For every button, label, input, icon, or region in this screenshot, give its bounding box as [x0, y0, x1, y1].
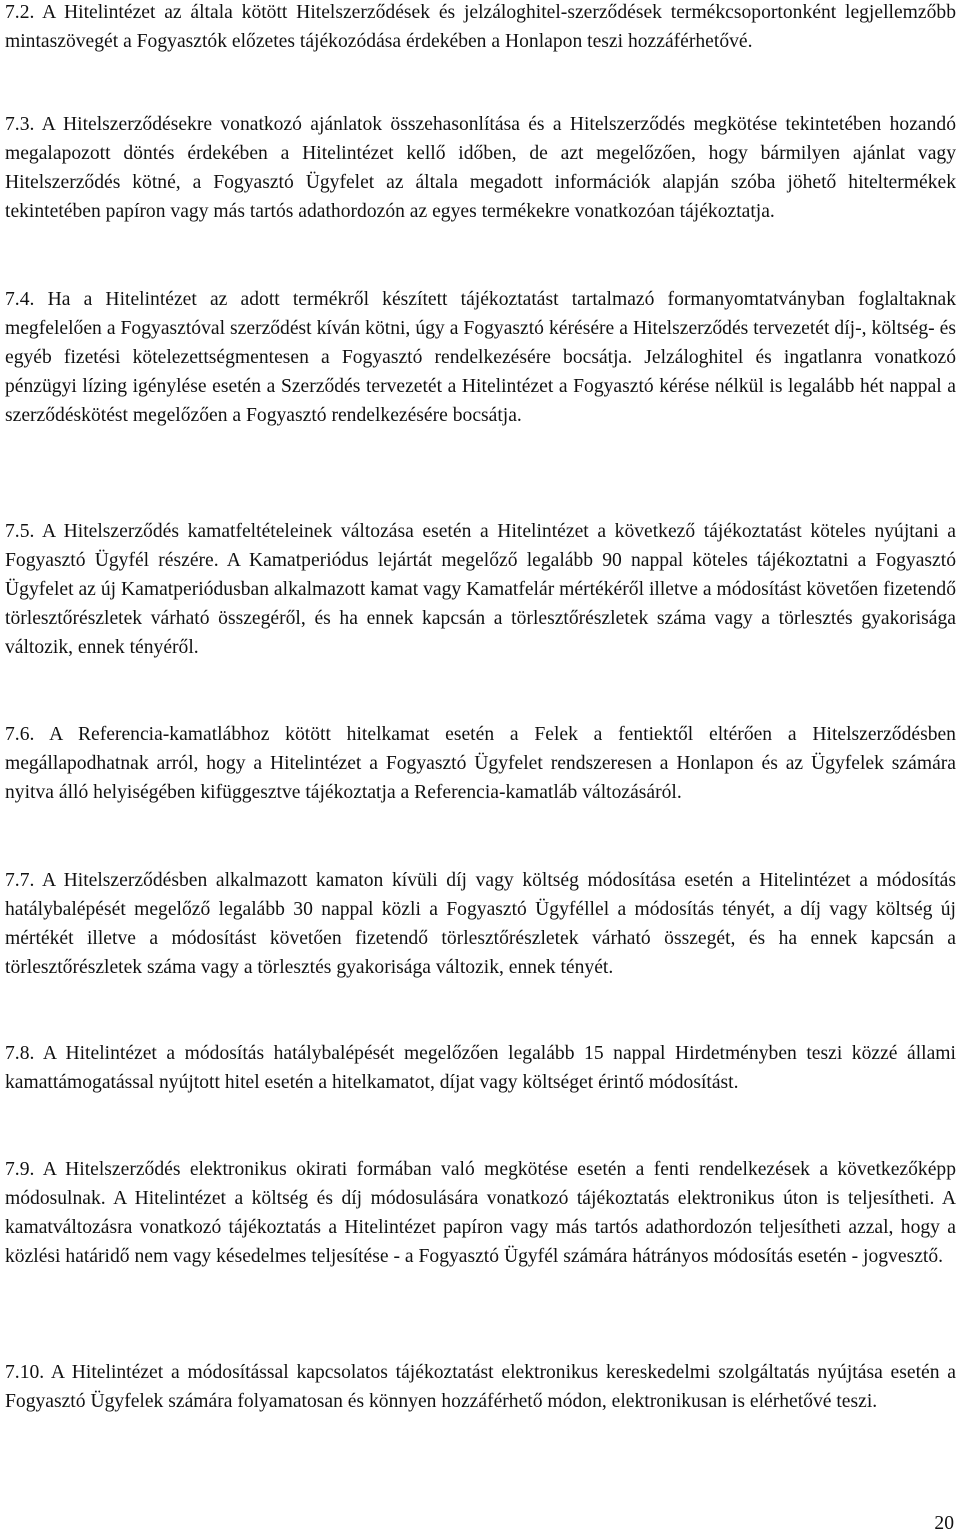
- paragraph-text: A Hitelszerződésekre vonatkozó ajánlatok összehasonlítása és a Hitelszerződés megkötése tekintetében hozandó megalapozott döntés érdekében a Hitelintézet kellő időben, de azt megelőzően, hogy bármilyen ajánlat vagy Hitelszerződés kötné, a Fogyasztó Ügyfelet az általa megadott információk alapján szóba jöhető hiteltermékek tekintetében papíron vagy más tartós adathordozón az egyes termékekre vonatkozóan tájékoztatja.: [5, 114, 956, 222]
- paragraph-text: Ha a Hitelintézet az adott termékről készített tájékoztatást tartalmazó formanyomtatványban foglaltaknak megfelelően a Fogyasztóval szerződést kíván kötni, úgy a Fogyasztó kérésére a Hitelszerződés tervezetét díj-, költség- és egyéb fizetési kötelezettségmentesen a Fogyasztó rendelkezésére bocsátja. Jelzáloghitel és ingatlanra vonatkozó pénzügyi lízing igénylése esetén a Szerződés tervezetét a Hitelintézet a Fogyasztó kérése nélkül is legalább hét nappal a szerződéskötést megelőzően a Fogyasztó rendelkezésére bocsátja.: [5, 289, 957, 426]
- paragraph-7-9: [5, 1155, 956, 1271]
- paragraph-text: A Hitelszerződés kamatfeltételeinek változása esetén a Hitelintézet a következő tájékoztatást köteles nyújtani a Fogyasztó Ügyfél részére. A Kamatperiódus lejártát megelőző legalább 90 nappal köteles tájékoztatni a Fogyasztó Ügyfelet az új Kamatperiódusban alkalmazott kamat vagy Kamatfelár mértékéről illetve a módosítást követően fizetendő törlesztőrészletek várható összegéről, és ha ennek kapcsán a törlesztőrészletek száma vagy a törlesztés gyakorisága változik, ennek tényéről.: [5, 521, 956, 658]
- paragraph-7-2: [5, 0, 956, 56]
- paragraph-7-3: [5, 110, 956, 226]
- paragraph-number: 7.8.: [5, 1043, 35, 1064]
- paragraph-text: A Hitelintézet a módosítás hatálybalépését megelőzően legalább 15 nappal Hirdetményben teszi közzé állami kamattámogatással nyújtott hitel esetén a hitelkamatot, díjat vagy költséget érintő módosítást.: [5, 1043, 956, 1093]
- paragraph-number: 7.2.: [5, 2, 35, 23]
- paragraph-number: 7.10.: [5, 1362, 45, 1383]
- paragraph-text: A Hitelszerződés elektronikus okirati formában való megkötése esetén a fenti rendelkezések a következőképp módosulnak. A Hitelintézet a költség és díj módosulására vonatkozó tájékoztatás elektronikus úton is teljesítheti. A kamatváltozásra vonatkozó tájékoztatás a Hitelintézet papíron vagy más tartós adathordozón teljesítheti azzal, hogy a közlési határidő nem vagy késedelmes teljesítése - a Fogyasztó Ügyfél számára hátrányos módosítás esetén - jogvesztő.: [5, 1159, 956, 1267]
- paragraph-7-4: [5, 285, 956, 430]
- paragraph-number: 7.5.: [5, 521, 35, 542]
- paragraph-number: 7.7.: [5, 870, 35, 891]
- paragraph-7-5: [5, 517, 956, 662]
- paragraph-number: 7.3.: [5, 114, 35, 135]
- paragraph-7-6: [5, 720, 956, 807]
- paragraph-text: A Hitelszerződésben alkalmazott kamaton kívüli díj vagy költség módosítása esetén a Hitelintézet a módosítás hatálybalépését megelőző legalább 30 nappal közli a Fogyasztó Ügyféllel a módosítás tényét, a díj vagy költség új mértékét illetve a módosítást követően fizetendő törlesztőrészletek várható összegét, és ha ennek kapcsán a törlesztőrészletek száma vagy a törlesztés gyakorisága változik, ennek tényét.: [5, 870, 956, 978]
- paragraph-number: 7.6.: [5, 724, 35, 745]
- paragraph-7-7: [5, 866, 956, 982]
- paragraph-number: 7.9.: [5, 1159, 35, 1180]
- paragraph-text: A Referencia-kamatlábhoz kötött hitelkamat esetén a Felek a fentiektől eltérően a Hitelszerződésben megállapodhatnak arról, hogy a Hitelintézet a Fogyasztó Ügyfelet rendszeresen a Honlapon és az Ügyfelek számára nyitva álló helyiségében kifüggesztve tájékoztatja a Referencia-kamatláb változásáról.: [5, 724, 956, 803]
- page-number: 20: [934, 1513, 954, 1534]
- paragraph-number: 7.4.: [5, 289, 35, 310]
- paragraph-7-8: [5, 1039, 956, 1097]
- paragraph-text: A Hitelintézet az általa kötött Hitelszerződések és jelzáloghitel-szerződések termékcsoportonként legjellemzőbb mintaszövegét a Fogyasztók előzetes tájékozódása érdekében a Honlapon teszi hozzáférhetővé.: [5, 2, 956, 52]
- paragraph-7-10: [5, 1358, 956, 1416]
- paragraph-text: A Hitelintézet a módosítással kapcsolatos tájékoztatást elektronikus kereskedelmi szolgáltatás nyújtása esetén a Fogyasztó Ügyfelek számára folyamatosan és könnyen hozzáférhető módon, elektronikusan is elérhetővé teszi.: [5, 1362, 956, 1412]
